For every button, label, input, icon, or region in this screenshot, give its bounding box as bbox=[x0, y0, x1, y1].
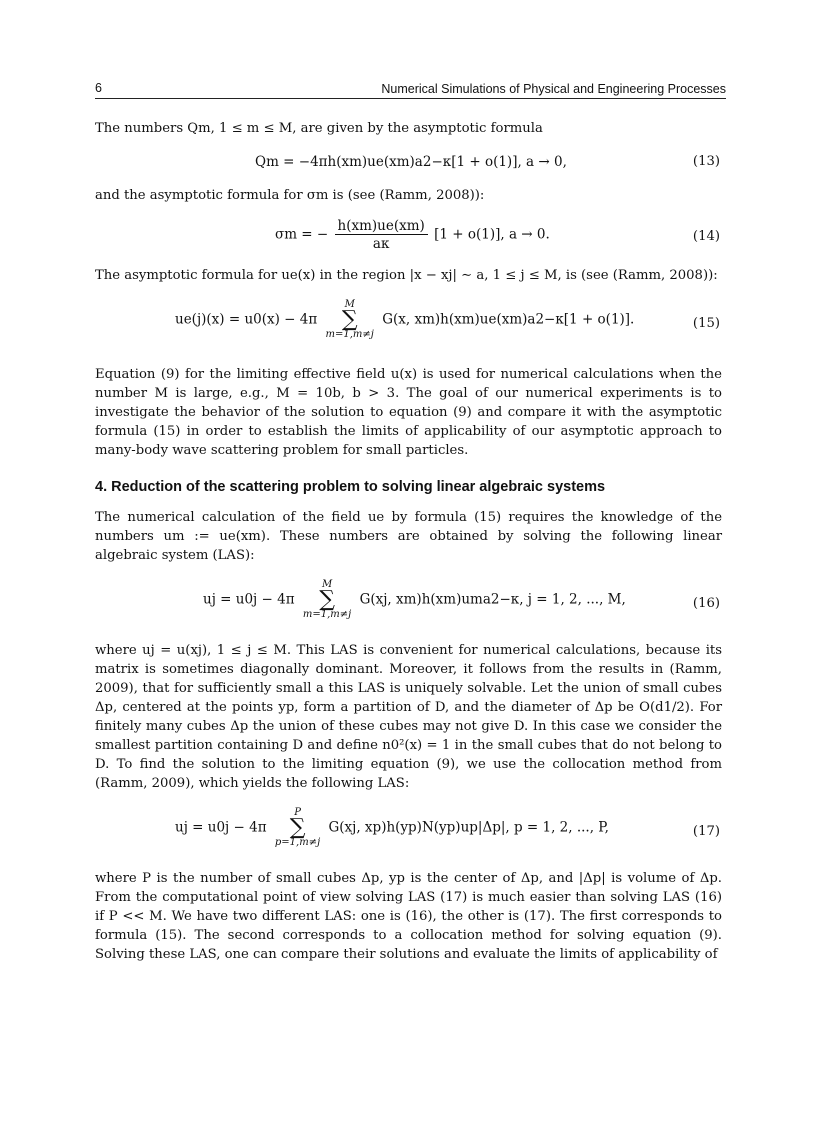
equation-13-body: Qm = −4πh(xm)ue(xm)a2−κ[1 + o(1)], a → 0, bbox=[255, 154, 567, 170]
running-title: Numerical Simulations of Physical and Engineering Processes bbox=[381, 82, 726, 96]
paragraph-3: The asymptotic formula for ue(x) in the region |x − xj| ∼ a, 1 ≤ j ≤ M, is (see (Ramm, 2008)): bbox=[95, 268, 718, 283]
equation-15-rhs: G(x, xm)h(xm)ue(xm)a2−κ[1 + o(1)]. bbox=[382, 311, 635, 328]
equation-14-numerator: h(xm)ue(xm) bbox=[335, 218, 428, 235]
equation-15-sum bbox=[326, 300, 374, 340]
equation-13-number: (13) bbox=[692, 154, 720, 169]
equation-16-sum-lower: m=1,m≠j bbox=[302, 609, 352, 620]
equation-15-lhs: ue(j)(x) = u0(x) − 4π bbox=[175, 311, 318, 328]
equation-15 bbox=[95, 300, 722, 350]
equation-15-sum-upper: M bbox=[344, 299, 355, 310]
equation-17-sum-lower: p=1,m≠j bbox=[274, 837, 321, 848]
page-number: 6 bbox=[95, 81, 102, 95]
sigma-symbol: ∑ bbox=[341, 307, 358, 332]
paragraph-7: where P is the number of small cubes Δp, yp is the center of Δp, and |Δp| is volume of Δp. From the computational point of view solving LAS (17) is much easier than solving LAS (16) if P << M. We have two different LAS: one is (16), the other is (17). The first corresponds to formula (15). The second corresponds to a collocation method for solving equation (9). Solving these LAS, one can compare their solutions and evaluate the limits of applicability of bbox=[95, 871, 722, 962]
paragraph-4: Equation (9) for the limiting effective field u(x) is used for numerical calculations when the number M is large, e.g., M = 10b, b > 3. The goal of our numerical experiments is to investigate the behavior of the solution to equation (9) and compare it with the asymptotic formula (15) in order to establish the limits of applicability of our asymptotic approach to many-body wave scattering problem for small particles. bbox=[95, 367, 722, 458]
sigma-symbol: ∑ bbox=[289, 815, 306, 840]
paragraph-6: where uj = u(xj), 1 ≤ j ≤ M. This LAS is convenient for numerical calculations, because its matrix is sometimes diagonally dominant. Moreover, it follows from the results in (Ramm, 2009), that for sufficiently small a this LAS is uniquely solvable. Let the union of small cubes Δp, centered at the points yp, form a partition of D, and the diameter of Δp be O(d1/2). For finitely many cubes Δp the union of these cubes may not give D. In this case we consider the smallest partition containing D and define n0²(x) = 1 in the small cubes that do not belong to D. To find the solution to the limiting equation (9), we use the collocation method from (Ramm, 2009), which yields the following LAS: bbox=[95, 643, 722, 791]
equation-13 bbox=[95, 154, 722, 176]
equation-16-number: (16) bbox=[692, 596, 720, 611]
equation-16-rhs: G(xj, xm)h(xm)uma2−κ, j = 1, 2, ..., M, bbox=[359, 591, 626, 608]
equation-16-sum-upper: M bbox=[321, 579, 333, 590]
running-header bbox=[95, 80, 726, 99]
equation-14 bbox=[95, 218, 722, 256]
equation-15-number: (15) bbox=[692, 316, 720, 331]
section-heading: 4. Reduction of the scattering problem to solving linear algebraic systems bbox=[95, 479, 606, 495]
equation-14-denominator: aκ bbox=[372, 236, 390, 252]
equation-16 bbox=[95, 580, 722, 632]
paragraph-5: The numerical calculation of the field ue by formula (15) requires the knowledge of the numbers um := ue(xm). These numbers are obtained by solving the following linear algebraic system (LAS): bbox=[95, 510, 722, 563]
paragraph-2: and the asymptotic formula for σm is (see (Ramm, 2008)): bbox=[95, 188, 485, 203]
equation-17-rhs: G(xj, xp)h(yp)N(yp)up|Δp|, p = 1, 2, ..., P, bbox=[328, 819, 609, 836]
equation-15-sum-lower: m=1,m≠j bbox=[325, 329, 374, 340]
equation-14-rhs: [1 + o(1)], a → 0. bbox=[434, 226, 550, 243]
equation-14-fraction bbox=[335, 218, 428, 252]
sigma-symbol: ∑ bbox=[319, 587, 335, 612]
equation-17-lhs: uj = u0j − 4π bbox=[175, 819, 267, 836]
equation-16-sum bbox=[303, 580, 351, 620]
equation-17-sum-upper: P bbox=[294, 807, 301, 818]
equation-17-sum bbox=[275, 808, 320, 848]
paragraph-1: The numbers Qm, 1 ≤ m ≤ M, are given by the asymptotic formula bbox=[95, 121, 543, 136]
equation-17 bbox=[95, 808, 722, 860]
equation-14-number: (14) bbox=[692, 229, 720, 244]
equation-14-lhs: σm = − bbox=[275, 226, 329, 243]
equation-16-lhs: uj = u0j − 4π bbox=[203, 591, 295, 608]
equation-17-number: (17) bbox=[692, 824, 720, 839]
